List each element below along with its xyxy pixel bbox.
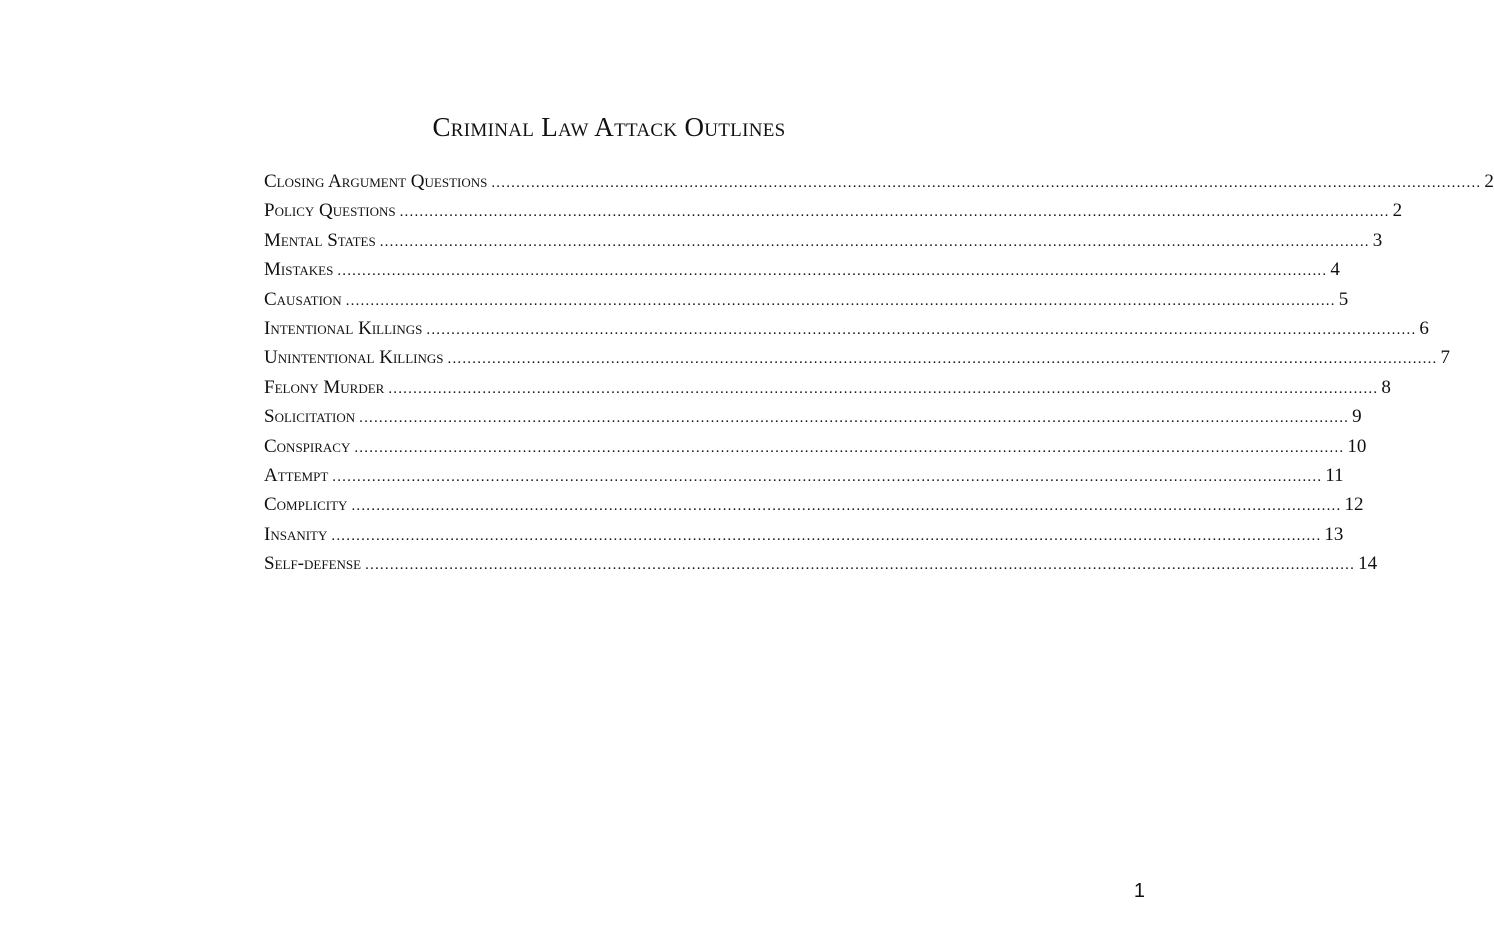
toc-entry-label: Conspiracy xyxy=(264,435,351,457)
toc-entry-label: Closing Argument Questions xyxy=(264,171,488,192)
toc-leader-dots: ........................................................................................................................................................................................................ xyxy=(399,204,1390,221)
toc-entry-mental-states[interactable] xyxy=(264,226,1383,255)
toc-entry-solicitation[interactable] xyxy=(264,402,1362,431)
toc-entry-page: 11 xyxy=(1325,464,1344,486)
toc-leader-dots: ........................................................................................................................................................................................................ xyxy=(332,468,1323,485)
toc-entry-page: 7 xyxy=(1440,347,1450,369)
toc-entry-label: Felony Murder xyxy=(264,376,385,398)
toc-entry-label: Attempt xyxy=(264,464,329,486)
toc-leader-dots: ........................................................................................................................................................................................................ xyxy=(447,351,1438,368)
toc-leader-dots: ........................................................................................................................................................................................................ xyxy=(345,292,1336,309)
toc-entry-page: 5 xyxy=(1338,288,1349,310)
toc-entry-label: Mistakes xyxy=(264,259,334,281)
toc-entry-self-defense[interactable] xyxy=(264,549,1378,578)
toc-entry-label: Solicitation xyxy=(264,406,356,428)
toc-entry-page: 9 xyxy=(1352,406,1362,428)
toc-entry-complicity[interactable] xyxy=(264,490,1364,519)
toc-leader-dots: ........................................................................................................................................................................................................ xyxy=(426,321,1417,338)
toc-leader-dots: ........................................................................................................................................................................................................ xyxy=(354,439,1345,456)
toc-entry-page: 12 xyxy=(1344,494,1364,516)
toc-entry-policy-questions[interactable] xyxy=(264,196,1403,225)
toc-entry-page: 4 xyxy=(1330,259,1340,281)
toc-entry-felony-murder[interactable] xyxy=(264,373,1391,402)
toc-entry-label: Policy Questions xyxy=(264,200,396,222)
toc-entry-label: Self-defense xyxy=(264,553,362,575)
toc-entry-page: 3 xyxy=(1372,229,1383,251)
toc-entry-causation[interactable] xyxy=(264,285,1349,314)
toc-entry-page: 10 xyxy=(1347,435,1367,457)
toc-entry-unintentional-killings[interactable] xyxy=(264,343,1450,372)
toc-entry-label: Insanity xyxy=(264,523,328,545)
toc-entry-page: 6 xyxy=(1419,317,1429,339)
toc-entry-label: Complicity xyxy=(264,494,348,516)
toc-leader-dots: ........................................................................................................................................................................................................ xyxy=(351,498,1342,515)
page-number: 1 xyxy=(1133,880,1145,902)
toc-leader-dots: ........................................................................................................................................................................................................ xyxy=(337,263,1328,280)
toc-entry-page: 2 xyxy=(1484,171,1494,192)
toc-entry-closing-argument-questions[interactable] xyxy=(264,167,1494,196)
toc-leader-dots: ........................................................................................................................................................................................................ xyxy=(365,557,1356,574)
toc-entry-page: 13 xyxy=(1324,523,1344,545)
toc-entry-label: Causation xyxy=(264,288,342,310)
toc-entry-page: 14 xyxy=(1358,553,1378,575)
toc-leader-dots: ........................................................................................................................................................................................................ xyxy=(388,380,1379,397)
toc-entry-attempt[interactable] xyxy=(264,461,1344,490)
document-title: Criminal Law Attack Outlines xyxy=(432,112,786,142)
toc-leader-dots: ........................................................................................................................................................................................................ xyxy=(359,410,1350,427)
toc-entry-label: Intentional Killings xyxy=(264,317,423,339)
toc-entry-page: 2 xyxy=(1392,200,1403,222)
toc-leader-dots: ........................................................................................................................................................................................................ xyxy=(331,527,1322,544)
toc-leader-dots: ........................................................................................................................................................................................................ xyxy=(379,233,1370,250)
toc-entry-mistakes[interactable] xyxy=(264,255,1340,284)
toc-leader-dots: ........................................................................................................................................................................................................ xyxy=(491,175,1482,191)
table-of-contents xyxy=(264,167,1494,578)
toc-entry-page: 8 xyxy=(1381,376,1391,398)
toc-entry-label: Mental States xyxy=(264,229,376,251)
toc-entry-intentional-killings[interactable] xyxy=(264,314,1429,343)
toc-entry-insanity[interactable] xyxy=(264,520,1344,549)
toc-entry-conspiracy[interactable] xyxy=(264,432,1367,461)
toc-entry-label: Unintentional Killings xyxy=(264,347,444,369)
